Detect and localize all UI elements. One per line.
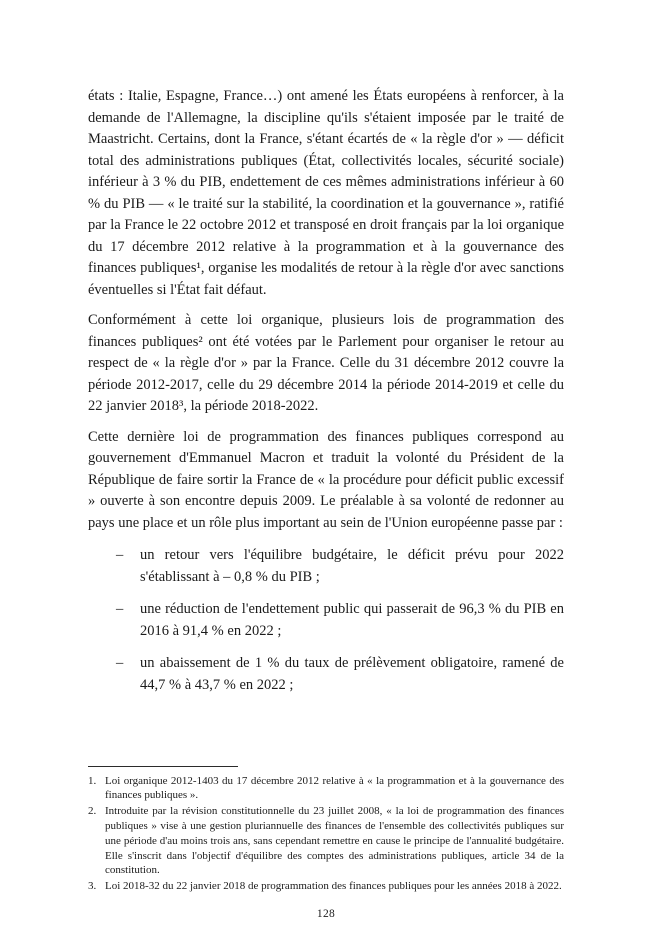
body-paragraph: états : Italie, Espagne, France…) ont amené les États européens à renforcer, à la demande de l'Allemagne, la discipline qu'ils s'étaient imposée par le traité de Maastricht. Certains, dont la France, s'étant écartés de « la règle d'or » — déficit total des administrations publiques (État, collectivités locales, sécurité sociale) inférieur à 3 % du PIB, endettement de ces mêmes administrations inférieur à 60 % du PIB — « le traité sur la stabilité, la coordination et la gouvernance », ratifié par la France le 22 octobre 2012 et transposé en droit français par la loi organique du 17 décembre 2012 relative à la programmation et à la gouvernance des finances publiques¹, organise les modalités de retour à la règle d'or avec sanctions éventuelles si l'État fait défaut. [88,88,564,298]
footnote-block [88,766,564,895]
footnote-text: Introduite par la révision constitutionnelle du 23 juillet 2008, « la loi de programmation des finances publiques » vise à une gestion pluriannuelle des finances de l'ensemble des collectivités publiques sur une période d'au moins trois ans, sans cependant remettre en cause le principe de l'annualité budgétaire. Elle s'inscrit dans l'objectif d'équilibre des comptes des administrations publiques, article 34 de la constitution. [105,805,564,877]
body-paragraph: Conformément à cette loi organique, plusieurs lois de programmation des finances publiques² ont été votées par le Parlement pour organiser le retour au respect de « la règle d'or » par la France. Celle du 31 décembre 2012 couvre la période 2012-2017, celle du 29 décembre 2014 la période 2014-2019 et celle du 22 janvier 2018³, la période 2018-2022. [88,312,564,414]
bullet-marker: – [116,547,124,563]
bullet-item [88,545,564,588]
bullet-marker: – [116,655,124,671]
footnote-separator-rule [88,766,238,767]
bullet-item [88,599,564,642]
bullet-text: un retour vers l'équilibre budgétaire, le déficit prévu pour 2022 s'établissant à – 0,8 % du PIB ; [140,547,564,585]
footnote-number: 3. [88,880,97,893]
bullet-list [88,545,564,707]
footnote-text: Loi organique 2012-1403 du 17 décembre 2012 relative à « la programmation et à la gouvernance des finances publiques ». [105,774,564,802]
bullet-text: une réduction de l'endettement public qui passerait de 96,3 % du PIB en 2016 à 91,4 % en 2022 ; [140,601,564,639]
bullet-item [88,653,564,696]
page-number: 128 [316,908,336,920]
footnote-item [88,774,564,804]
footnote-text: Loi 2018-32 du 22 janvier 2018 de programmation des finances publiques pour les années 2018 à 2022. [105,880,562,893]
bullet-text: un abaissement de 1 % du taux de prélèvement obligatoire, ramené de 44,7 % à 43,7 % en 2022 ; [140,655,564,693]
footnote-number: 2. [88,805,97,818]
body-paragraph: Cette dernière loi de programmation des finances publiques correspond au gouvernement d'Emmanuel Macron et traduit la volonté du Président de la République de faire sortir la France de « la procédure pour déficit public excessif » ouverte à son encontre depuis 2009. Le préalable à sa volonté de redonner au pays une place et un rôle plus important au sein de l'Union européenne passe par : [88,428,564,531]
bullet-marker: – [116,601,124,617]
footnote-item [88,804,564,878]
footnote-item [88,879,564,894]
footnote-number: 1. [88,774,97,787]
